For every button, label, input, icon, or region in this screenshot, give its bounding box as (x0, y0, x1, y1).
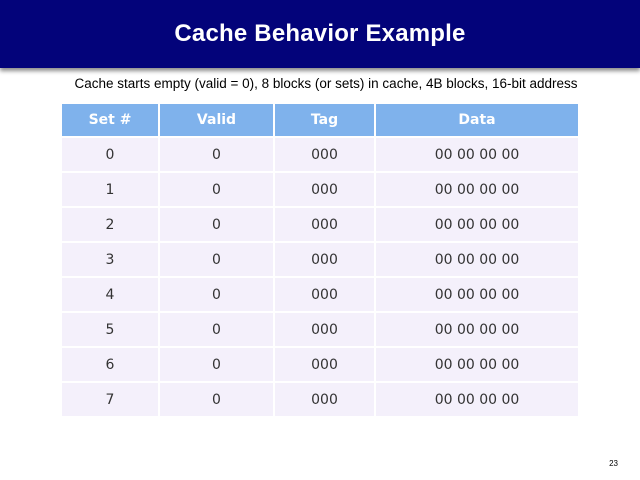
cell-set: 6 (62, 347, 159, 382)
cache-table (62, 104, 578, 416)
table-row (62, 277, 578, 312)
cell-data: 00 00 00 00 (375, 137, 578, 172)
cell-data: 00 00 00 00 (375, 347, 578, 382)
cell-valid: 0 (159, 347, 274, 382)
table-row (62, 382, 578, 416)
cell-set: 1 (62, 172, 159, 207)
title-bar (0, 0, 640, 68)
cell-tag: 000 (274, 207, 375, 242)
cell-valid: 0 (159, 207, 274, 242)
cell-set: 3 (62, 242, 159, 277)
cell-valid: 0 (159, 137, 274, 172)
table-row (62, 242, 578, 277)
header-valid: Valid (159, 104, 274, 137)
cell-data: 00 00 00 00 (375, 242, 578, 277)
table-row (62, 137, 578, 172)
cell-set: 7 (62, 382, 159, 416)
header-data: Data (375, 104, 578, 137)
cell-tag: 000 (274, 242, 375, 277)
cell-tag: 000 (274, 277, 375, 312)
cell-valid: 0 (159, 277, 274, 312)
cell-tag: 000 (274, 137, 375, 172)
cell-tag: 000 (274, 312, 375, 347)
cell-tag: 000 (274, 172, 375, 207)
header-set: Set # (62, 104, 159, 137)
table-row (62, 347, 578, 382)
table-row (62, 172, 578, 207)
slide-subtitle: Cache starts empty (valid = 0), 8 blocks (or sets) in cache, 4B blocks, 16-bit address (74, 76, 578, 91)
table-row (62, 312, 578, 347)
cell-data: 00 00 00 00 (375, 312, 578, 347)
cell-set: 0 (62, 137, 159, 172)
cell-data: 00 00 00 00 (375, 207, 578, 242)
page-number: 23 (609, 459, 618, 468)
header-tag: Tag (274, 104, 375, 137)
slide-title: Cache Behavior Example (174, 20, 466, 47)
cell-valid: 0 (159, 382, 274, 416)
cell-valid: 0 (159, 242, 274, 277)
table-row (62, 207, 578, 242)
cell-set: 2 (62, 207, 159, 242)
cell-set: 4 (62, 277, 159, 312)
cell-tag: 000 (274, 382, 375, 416)
table-header-row (62, 104, 578, 137)
cell-data: 00 00 00 00 (375, 172, 578, 207)
cell-data: 00 00 00 00 (375, 277, 578, 312)
cell-valid: 0 (159, 312, 274, 347)
cell-tag: 000 (274, 347, 375, 382)
cell-valid: 0 (159, 172, 274, 207)
cell-set: 5 (62, 312, 159, 347)
cell-data: 00 00 00 00 (375, 382, 578, 416)
